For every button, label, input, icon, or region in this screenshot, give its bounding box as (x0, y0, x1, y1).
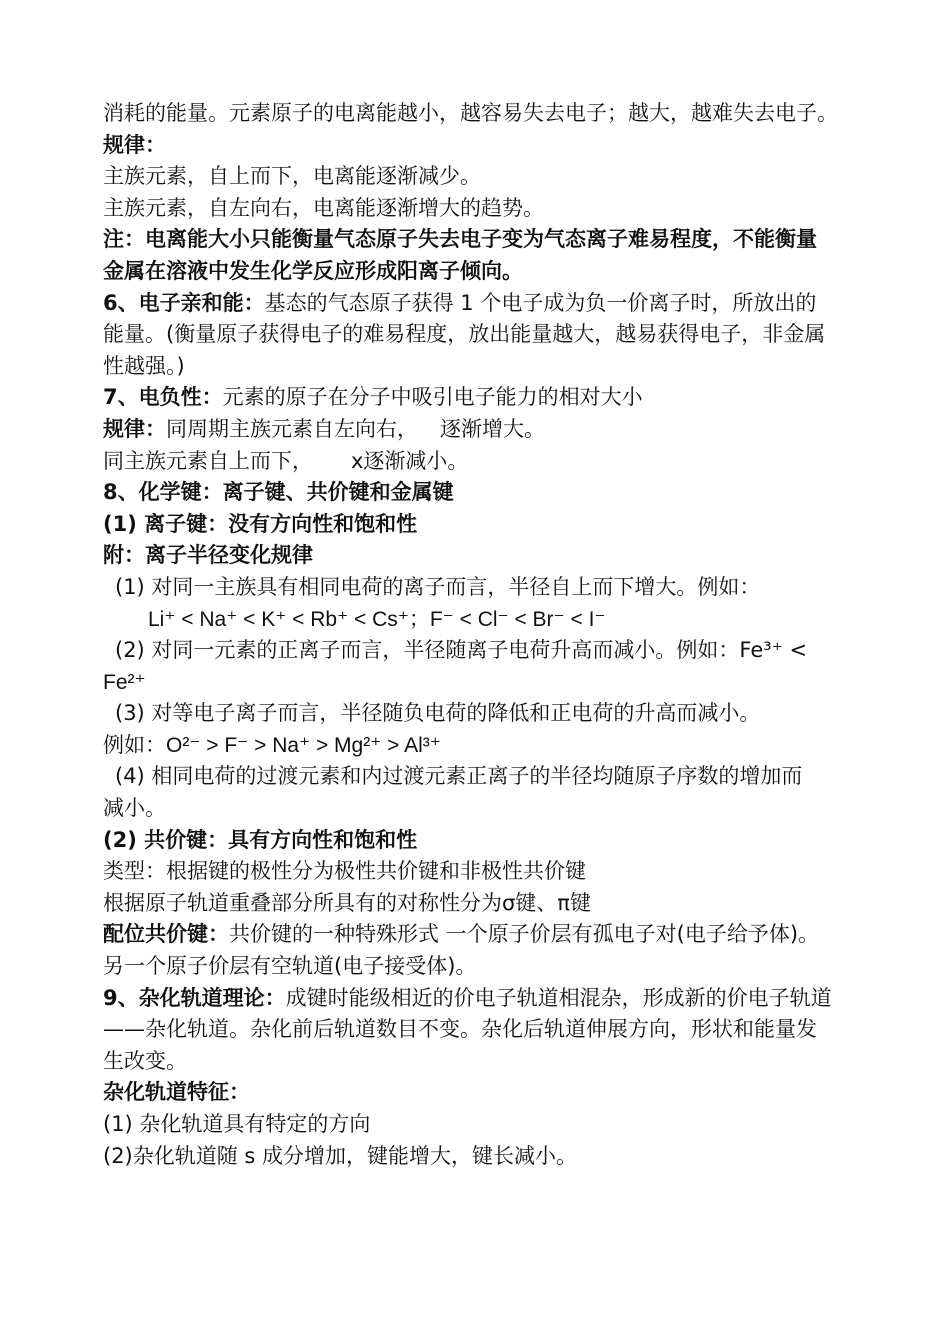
text-span: 同主族元素自上而下， (103, 448, 313, 473)
text-line: 类型：根据键的极性分为极性共价键和非极性共价键 (103, 859, 586, 884)
text-line (103, 382, 873, 414)
text-span: 共价键的一种特殊形式 一个原子价层有孤电子对(电子给予体)。 (229, 922, 820, 947)
text-line: 能量。(衡量原子获得电子的难易程度，放出能量越大，越易获得电子，非金属 (103, 322, 826, 347)
section-heading: 9、杂化轨道理论： (103, 985, 286, 1010)
formula-line: 例如：O²⁻ > F⁻ > Na⁺ > Mg²⁺ > Al³⁺ (103, 733, 441, 757)
text-line: (3) 对等电子离子而言，半径随负电荷的降低和正电荷的升高而减小。 (115, 701, 761, 726)
text-line: (4) 相同电荷的过渡元素和内过渡元素正离子的半径均随原子序数的增加而 (115, 764, 803, 789)
section-heading: 7、电负性： (103, 385, 223, 410)
text-span: 逐渐增大。 (440, 416, 545, 441)
text-line: ——杂化轨道。杂化前后轨道数目不变。杂化后轨道伸展方向，形状和能量发 (103, 1017, 817, 1042)
section-heading: 规律： (103, 416, 166, 441)
section-heading: 6、电子亲和能： (103, 290, 265, 315)
text-line: (2) 对同一元素的正离子而言，半径随离子电荷升高而减小。例如：Fe³⁺ < (115, 638, 808, 663)
text-line (103, 983, 873, 1015)
text-line: 消耗的能量。元素原子的电离能越小，越容易失去电子；越大，越难失去电子。 (103, 101, 838, 125)
text-line: 性越强。) (103, 353, 185, 378)
formula-line: Fe²⁺ (103, 670, 146, 694)
section-heading: 规律： (103, 132, 166, 157)
text-line: 主族元素，自左向右，电离能逐渐增大的趋势。 (103, 195, 544, 220)
section-heading: 杂化轨道特征： (103, 1080, 250, 1105)
subsection-heading: (1) 离子键：没有方向性和饱和性 (103, 511, 418, 536)
subsection-heading: (2) 共价键：具有方向性和饱和性 (103, 827, 418, 852)
text-line (103, 919, 873, 951)
text-line: 根据原子轨道重叠部分所具有的对称性分为σ键、π键 (103, 890, 591, 915)
text-line: (1) 对同一主族具有相同电荷的离子而言，半径自上而下增大。例如： (115, 574, 761, 599)
section-heading: 配位共价键： (103, 922, 229, 947)
text-span: 成键时能级相近的价电子轨道相混杂，形成新的价电子轨道 (285, 985, 832, 1010)
text-span: 同周期主族元素自左向右， (166, 416, 418, 441)
formula-line: Li⁺ < Na⁺ < K⁺ < Rb⁺ < Cs⁺；F⁻ < Cl⁻ < Br⁻ < I⁻ (148, 607, 606, 631)
text-line: (1) 杂化轨道具有特定的方向 (103, 1112, 371, 1136)
text-line (103, 414, 873, 446)
text-line: (2)杂化轨道随 s 成分增加，键能增大，键长减小。 (103, 1143, 578, 1168)
text-span: 元素的原子在分子中吸引电子能力的相对大小 (222, 385, 643, 410)
document-page (103, 98, 873, 1172)
note-line: 金属在溶液中发生化学反应形成阳离子倾向。 (103, 258, 523, 283)
section-heading: 8、化学键：离子键、共价键和金属键 (103, 480, 454, 505)
text-line: 另一个原子价层有空轨道(电子接受体)。 (103, 954, 477, 979)
text-line (103, 446, 873, 478)
text-line: 减小。 (103, 796, 166, 821)
text-line (103, 288, 873, 320)
text-line: 生改变。 (103, 1048, 187, 1073)
text-span: x逐渐减小。 (351, 448, 469, 473)
subsection-heading: 附：离子半径变化规律 (103, 543, 313, 568)
text-line: 主族元素，自上而下，电离能逐渐减少。 (103, 164, 481, 189)
text-span: 基态的气态原子获得 1 个电子成为负一价离子时，所放出的 (264, 290, 817, 315)
note-line: 注：电离能大小只能衡量气态原子失去电子变为气态离子难易程度，不能衡量 (103, 227, 817, 252)
